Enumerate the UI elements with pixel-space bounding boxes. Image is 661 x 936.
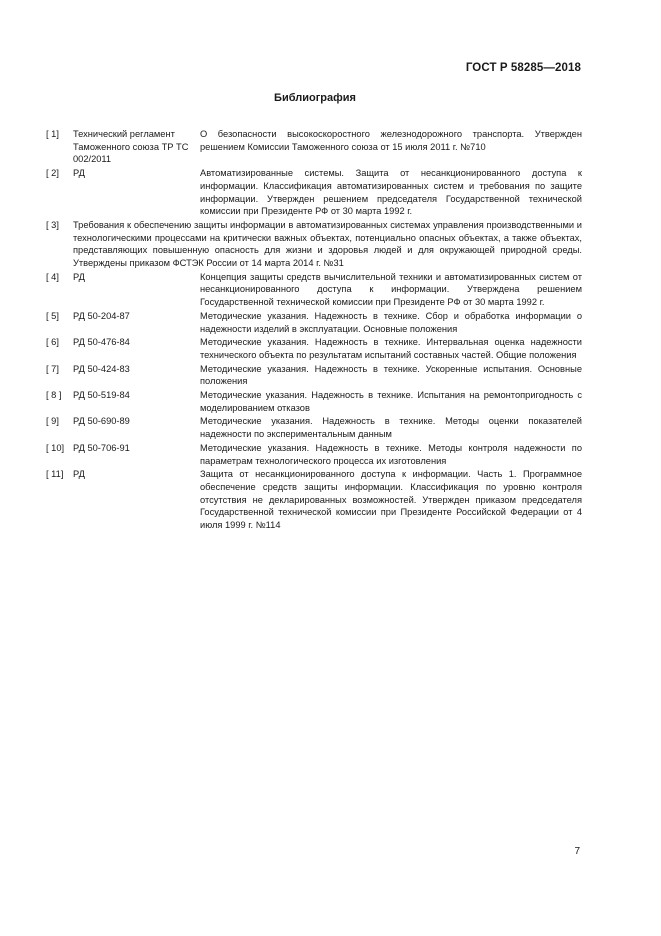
entry-document-id: РД 50-476-84 bbox=[73, 337, 130, 348]
entry-number: [ 1] bbox=[46, 129, 59, 139]
entry-document-id: РД bbox=[73, 168, 85, 179]
bibliography-entry bbox=[46, 336, 582, 361]
entry-description: Автоматизированные системы. Защита от несанкционированного доступа к информации. Классификация автоматизированных систем и требования по защите информации. Утвержден решением председателя Государственной технической комиссии при Президенте РФ от 30 марта 1992 г. bbox=[200, 168, 582, 217]
entry-number: [ 3] bbox=[46, 219, 59, 230]
bibliography-entry bbox=[46, 167, 582, 218]
entry-document-id: РД 50-519-84 bbox=[73, 390, 130, 401]
entry-number: [ 5] bbox=[46, 310, 59, 321]
entry-description: Методические указания. Надежность в технике. Методы оценки показателей надежности по экспериментальным данным bbox=[200, 416, 582, 440]
entry-number: [ 10] bbox=[46, 442, 65, 453]
entry-number: [ 7] bbox=[46, 363, 59, 374]
entry-number: [ 11] bbox=[46, 469, 64, 480]
entry-document-id: РД 50-204-87 bbox=[73, 310, 130, 321]
entry-number: [ 9] bbox=[46, 416, 59, 427]
bibliography-entry bbox=[46, 415, 582, 440]
page-number: 7 bbox=[574, 846, 580, 857]
entry-document-id: РД 50-706-91 bbox=[73, 442, 130, 453]
entry-description: Требования к обеспечению защиты информации в автоматизированных системах управления производственными и технологическими процессами на критически важных объектах, потенциально опасных объектах, а также объектах, представляющих повышенную опасность для жизни и здоровья людей и для окружающей природной среды. Утверждены приказом ФСТЭК России от 14 марта 2014 г. №31 bbox=[73, 219, 582, 269]
bibliography-entry bbox=[46, 219, 582, 270]
entry-number: [ 8 ] bbox=[46, 390, 62, 401]
entry-description: Методические указания. Надежность в технике. Испытания на ремонтопригодность с моделированием отказов bbox=[200, 390, 582, 413]
entry-document-id: РД bbox=[73, 469, 85, 480]
entry-document-id: РД bbox=[73, 271, 85, 282]
bibliography-entry bbox=[46, 310, 582, 335]
entry-description: Методические указания. Надежность в технике. Интервальная оценка надежности технического объекта по результатам испытаний составных частей. Общие положения bbox=[200, 337, 582, 360]
entry-number: [ 6] bbox=[46, 337, 59, 348]
bibliography-entry bbox=[46, 442, 582, 467]
entry-description: Концепция защиты средств вычислительной техники и автоматизированных систем от несанкционированного доступа к информации. Утверждена решением Государственной технической комиссии при Президенте РФ от 30 марта 1992 г. bbox=[200, 271, 582, 308]
entry-description: Методические указания. Надежность в технике. Методы контроля надежности по параметрам технологического процесса их изготовления bbox=[200, 442, 582, 466]
entry-description: Защита от несанкционированного доступа к информации. Часть 1. Программное обеспечение средств защиты информации. Классификация по уровню контроля отсутствия не декларированных возможностей. Утвержден приказом председателя Государственной технической комиссии при Президенте Российской Федерации от 4 июля 1999 г. №114 bbox=[200, 469, 582, 531]
entry-document-id: Технический регламент Таможенного союза ТР ТС 002/2011 bbox=[73, 129, 189, 165]
entry-document-id: РД 50-690-89 bbox=[73, 416, 130, 427]
standard-identifier: ГОСТ Р 58285—2018 bbox=[465, 62, 581, 74]
bibliography-entry bbox=[46, 468, 582, 532]
bibliography-entry bbox=[46, 363, 582, 388]
entry-number: [ 2] bbox=[46, 168, 59, 179]
entry-number: [ 4] bbox=[46, 271, 59, 282]
bibliography-list bbox=[46, 128, 582, 533]
entry-description: Методические указания. Надежность в технике. Сбор и обработка информации о надежности изделий в эксплуатации. Основные положения bbox=[200, 310, 582, 334]
bibliography-entry bbox=[46, 271, 582, 309]
entry-description: О безопасности высокоскоростного железнодорожного транспорта. Утвержден решением Комиссии Таможенного союза от 15 июля 2011 г. №710 bbox=[200, 129, 582, 152]
bibliography-entry bbox=[46, 128, 582, 166]
section-title: Библиография bbox=[274, 92, 356, 104]
entry-description: Методические указания. Надежность в технике. Ускоренные испытания. Основные положения bbox=[200, 363, 582, 387]
bibliography-entry bbox=[46, 389, 582, 414]
entry-document-id: РД 50-424-83 bbox=[73, 363, 130, 374]
